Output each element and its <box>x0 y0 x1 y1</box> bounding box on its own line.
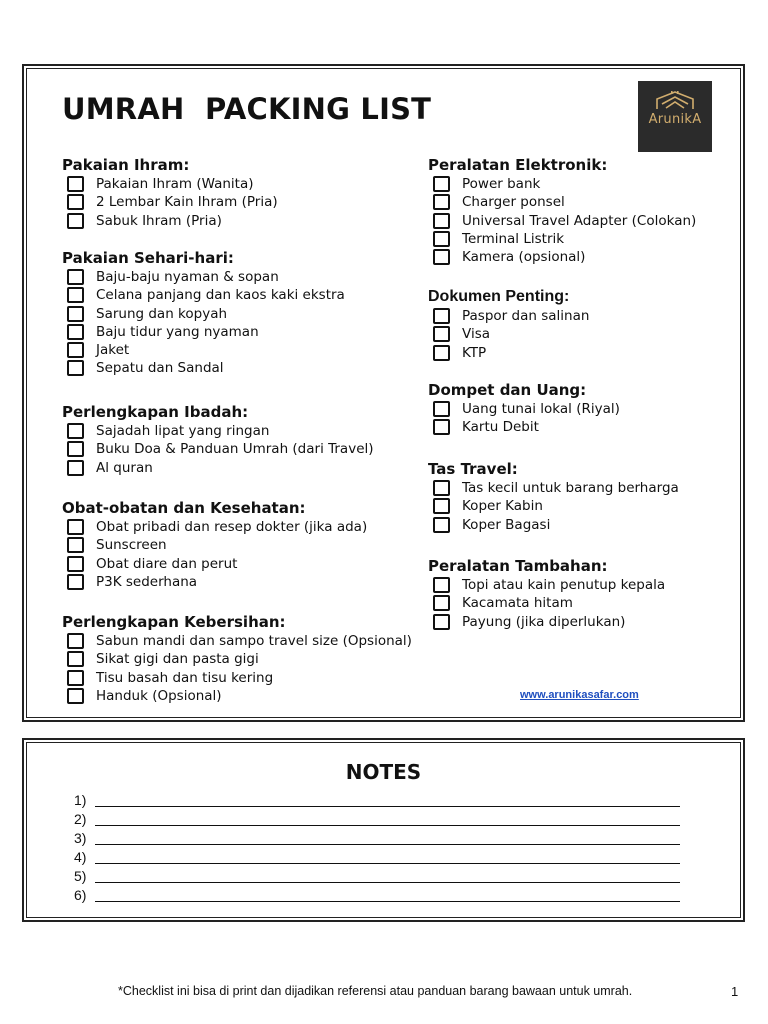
checklist-item-label: Sabuk Ihram (Pria) <box>96 212 222 229</box>
checklist-item <box>62 323 345 341</box>
checklist-item <box>62 459 374 477</box>
checkbox[interactable] <box>433 498 450 514</box>
note-number: 3) <box>74 830 87 846</box>
note-line[interactable] <box>74 868 94 887</box>
checklist-item-label: Sabun mandi dan sampo travel size (Opsional) <box>96 633 412 649</box>
section-title: Dompet dan Uang: <box>428 381 587 399</box>
checkbox[interactable] <box>433 213 450 229</box>
checklist-item-label: Al quran <box>96 459 153 476</box>
checklist-item-label: Celana panjang dan kaos kaki ekstra <box>96 287 345 304</box>
checklist-item-label: Koper Bagasi <box>462 516 551 533</box>
note-rule <box>95 901 680 902</box>
website-link[interactable]: www.arunikasafar.com <box>520 689 639 701</box>
checklist-item-label: Baju-baju nyaman & sopan <box>96 269 279 285</box>
checklist-item-label: Universal Travel Adapter (Colokan) <box>462 212 697 229</box>
checklist-item <box>62 555 367 573</box>
checklist-item-label: Handuk (Opsional) <box>96 687 222 704</box>
note-number: 4) <box>74 849 87 865</box>
note-rule <box>95 882 680 883</box>
page-title: UMRAH PACKING LIST <box>62 92 432 126</box>
checkbox[interactable] <box>67 537 84 553</box>
checkbox[interactable] <box>433 194 450 210</box>
checklist-section <box>62 498 367 591</box>
checklist-section <box>62 248 345 378</box>
checklist-item <box>62 669 412 687</box>
checkbox[interactable] <box>433 308 450 324</box>
logo-text: ArunikA <box>648 112 702 127</box>
checklist-item-label: Sepatu dan Sandal <box>96 360 224 377</box>
checklist-item-label: Paspor dan salinan <box>462 308 590 324</box>
checklist-item <box>428 248 696 266</box>
checklist-item <box>428 497 679 515</box>
checklist-item <box>428 594 665 612</box>
checkbox[interactable] <box>67 688 84 704</box>
section-title: Pakaian Sehari-hari: <box>62 249 234 267</box>
checklist-item-label: Sajadah lipat yang ringan <box>96 423 270 439</box>
checklist-section <box>428 380 620 437</box>
checklist-items <box>428 479 679 534</box>
checkbox[interactable] <box>433 249 450 265</box>
checklist-section <box>62 402 374 477</box>
checklist-item <box>62 268 345 286</box>
note-number: 6) <box>74 887 87 903</box>
checkbox[interactable] <box>67 519 84 535</box>
arunika-logo <box>638 81 712 152</box>
checklist-item-label: Sikat gigi dan pasta gigi <box>96 651 259 668</box>
checklist-item-label: Obat pribadi dan resep dokter (jika ada) <box>96 519 368 535</box>
checklist-item <box>62 687 412 705</box>
section-title: Obat-obatan dan Kesehatan: <box>62 499 306 517</box>
checklist-items <box>62 268 345 378</box>
checklist-item-label: Uang tunai lokal (Riyal) <box>462 401 620 417</box>
checklist-item <box>428 230 696 248</box>
note-line[interactable] <box>74 811 94 830</box>
checklist-section <box>62 612 412 705</box>
checkbox[interactable] <box>67 176 84 192</box>
section-title: Tas Travel: <box>428 460 518 478</box>
checklist-item-label: Obat diare dan perut <box>96 555 238 572</box>
checklist-item <box>62 440 374 458</box>
checklist-section <box>428 459 679 534</box>
note-line[interactable] <box>74 792 94 811</box>
checklist-item <box>62 212 278 230</box>
checklist-item-label: Baju tidur yang nyaman <box>96 323 259 340</box>
checklist-item <box>428 212 696 230</box>
checklist-section <box>428 287 589 362</box>
note-rule <box>95 825 680 826</box>
checklist-item-label: Visa <box>462 326 490 343</box>
checklist-items <box>428 175 696 266</box>
section-title: Perlengkapan Ibadah: <box>62 403 249 421</box>
checklist-item-label: Charger ponsel <box>462 194 565 211</box>
checklist-item <box>62 359 345 377</box>
checklist-item <box>62 341 345 359</box>
checkbox[interactable] <box>433 345 450 361</box>
checkbox[interactable] <box>433 401 450 417</box>
checklist-items <box>428 400 620 437</box>
checkbox[interactable] <box>67 269 84 285</box>
checkbox[interactable] <box>433 614 450 630</box>
checklist-item-label: Power bank <box>462 176 541 192</box>
notes-panel <box>22 738 745 922</box>
checkbox[interactable] <box>433 231 450 247</box>
checklist-item-label: Buku Doa & Panduan Umrah (dari Travel) <box>96 441 374 458</box>
checkbox[interactable] <box>67 213 84 229</box>
page-number: 1 <box>731 984 739 999</box>
checkbox[interactable] <box>67 360 84 376</box>
checklist-item <box>62 536 367 554</box>
checklist-item-label: Payung (jika diperlukan) <box>462 613 626 630</box>
checklist-section <box>62 155 278 230</box>
note-rule <box>95 863 680 864</box>
notes-title: NOTES <box>345 760 422 784</box>
checklist-item <box>428 400 620 418</box>
checklist-item <box>62 650 412 668</box>
checkbox[interactable] <box>67 633 84 649</box>
checklist-item <box>62 422 374 440</box>
checkbox[interactable] <box>67 342 84 358</box>
checklist-item-label: Tisu basah dan tisu kering <box>96 669 274 686</box>
checklist-item-label: Kartu Debit <box>462 419 539 436</box>
checkbox[interactable] <box>433 577 450 593</box>
checklist-item <box>428 307 589 325</box>
checkbox[interactable] <box>433 176 450 192</box>
checklist-section <box>428 556 665 631</box>
checklist-item <box>428 516 679 534</box>
checklist-item <box>428 479 679 497</box>
checkbox[interactable] <box>433 326 450 342</box>
checkbox[interactable] <box>433 480 450 496</box>
checklist-item-label: P3K sederhana <box>96 573 198 590</box>
checklist-items <box>62 422 374 477</box>
checklist-item <box>62 632 412 650</box>
checklist-items <box>428 307 589 362</box>
checklist-items <box>428 576 665 631</box>
note-number: 5) <box>74 868 87 884</box>
checkbox[interactable] <box>67 556 84 572</box>
footer-note: *Checklist ini bisa di print dan dijadikan referensi atau panduan barang bawaan untuk umrah. <box>118 984 633 998</box>
checklist-item-label: Kamera (opsional) <box>462 249 586 266</box>
checklist-item <box>428 576 665 594</box>
note-rule <box>95 844 680 845</box>
note-number: 1) <box>74 792 87 808</box>
kaaba-roof-icon <box>651 90 699 110</box>
section-title: Dokumen Penting: <box>428 288 570 305</box>
checklist-item <box>62 175 278 193</box>
checklist-item <box>428 613 665 631</box>
checkbox[interactable] <box>67 306 84 322</box>
section-title: Pakaian Ihram: <box>62 156 190 174</box>
checkbox[interactable] <box>67 460 84 476</box>
checkbox[interactable] <box>67 651 84 667</box>
checklist-item <box>62 286 345 304</box>
note-number: 2) <box>74 811 87 827</box>
section-title: Perlengkapan Kebersihan: <box>62 613 286 631</box>
section-title: Peralatan Tambahan: <box>428 557 608 575</box>
checklist-items <box>62 175 278 230</box>
checkbox[interactable] <box>67 574 84 590</box>
checkbox[interactable] <box>67 670 84 686</box>
checklist-item <box>428 325 589 343</box>
checklist-item-label: Jaket <box>96 342 130 359</box>
checklist-item-label: Tas kecil untuk barang berharga <box>462 480 679 496</box>
checkbox[interactable] <box>67 324 84 340</box>
checklist-item <box>62 305 345 323</box>
checklist-item <box>428 344 589 362</box>
checklist-item-label: Terminal Listrik <box>462 230 565 247</box>
checklist-item <box>428 193 696 211</box>
checklist-section <box>428 155 696 266</box>
checkbox[interactable] <box>433 517 450 533</box>
checklist-item-label: Kacamata hitam <box>462 595 573 612</box>
checklist-item-label: Sunscreen <box>96 537 167 554</box>
packing-list-panel <box>22 64 745 722</box>
note-line[interactable] <box>74 887 94 906</box>
checklist-item <box>62 518 367 536</box>
notes-lines <box>74 792 94 906</box>
checkbox[interactable] <box>67 287 84 303</box>
checklist-item-label: Topi atau kain penutup kepala <box>462 577 666 593</box>
checklist-items <box>62 632 412 705</box>
checkbox[interactable] <box>433 419 450 435</box>
checkbox[interactable] <box>433 595 450 611</box>
checklist-item <box>62 193 278 211</box>
checkbox[interactable] <box>67 441 84 457</box>
checklist-item-label: KTP <box>462 344 487 361</box>
checkbox[interactable] <box>67 423 84 439</box>
checklist-item-label: Pakaian Ihram (Wanita) <box>96 176 254 192</box>
note-line[interactable] <box>74 830 94 849</box>
checkbox[interactable] <box>67 194 84 210</box>
note-line[interactable] <box>74 849 94 868</box>
checklist-item-label: Koper Kabin <box>462 498 543 515</box>
checklist-item <box>62 573 367 591</box>
checklist-item-label: 2 Lembar Kain Ihram (Pria) <box>96 194 278 211</box>
checklist-items <box>62 518 367 591</box>
checklist-item-label: Sarung dan kopyah <box>96 305 228 322</box>
checklist-item <box>428 175 696 193</box>
section-title: Peralatan Elektronik: <box>428 156 608 174</box>
checklist-item <box>428 418 620 436</box>
note-rule <box>95 806 680 807</box>
